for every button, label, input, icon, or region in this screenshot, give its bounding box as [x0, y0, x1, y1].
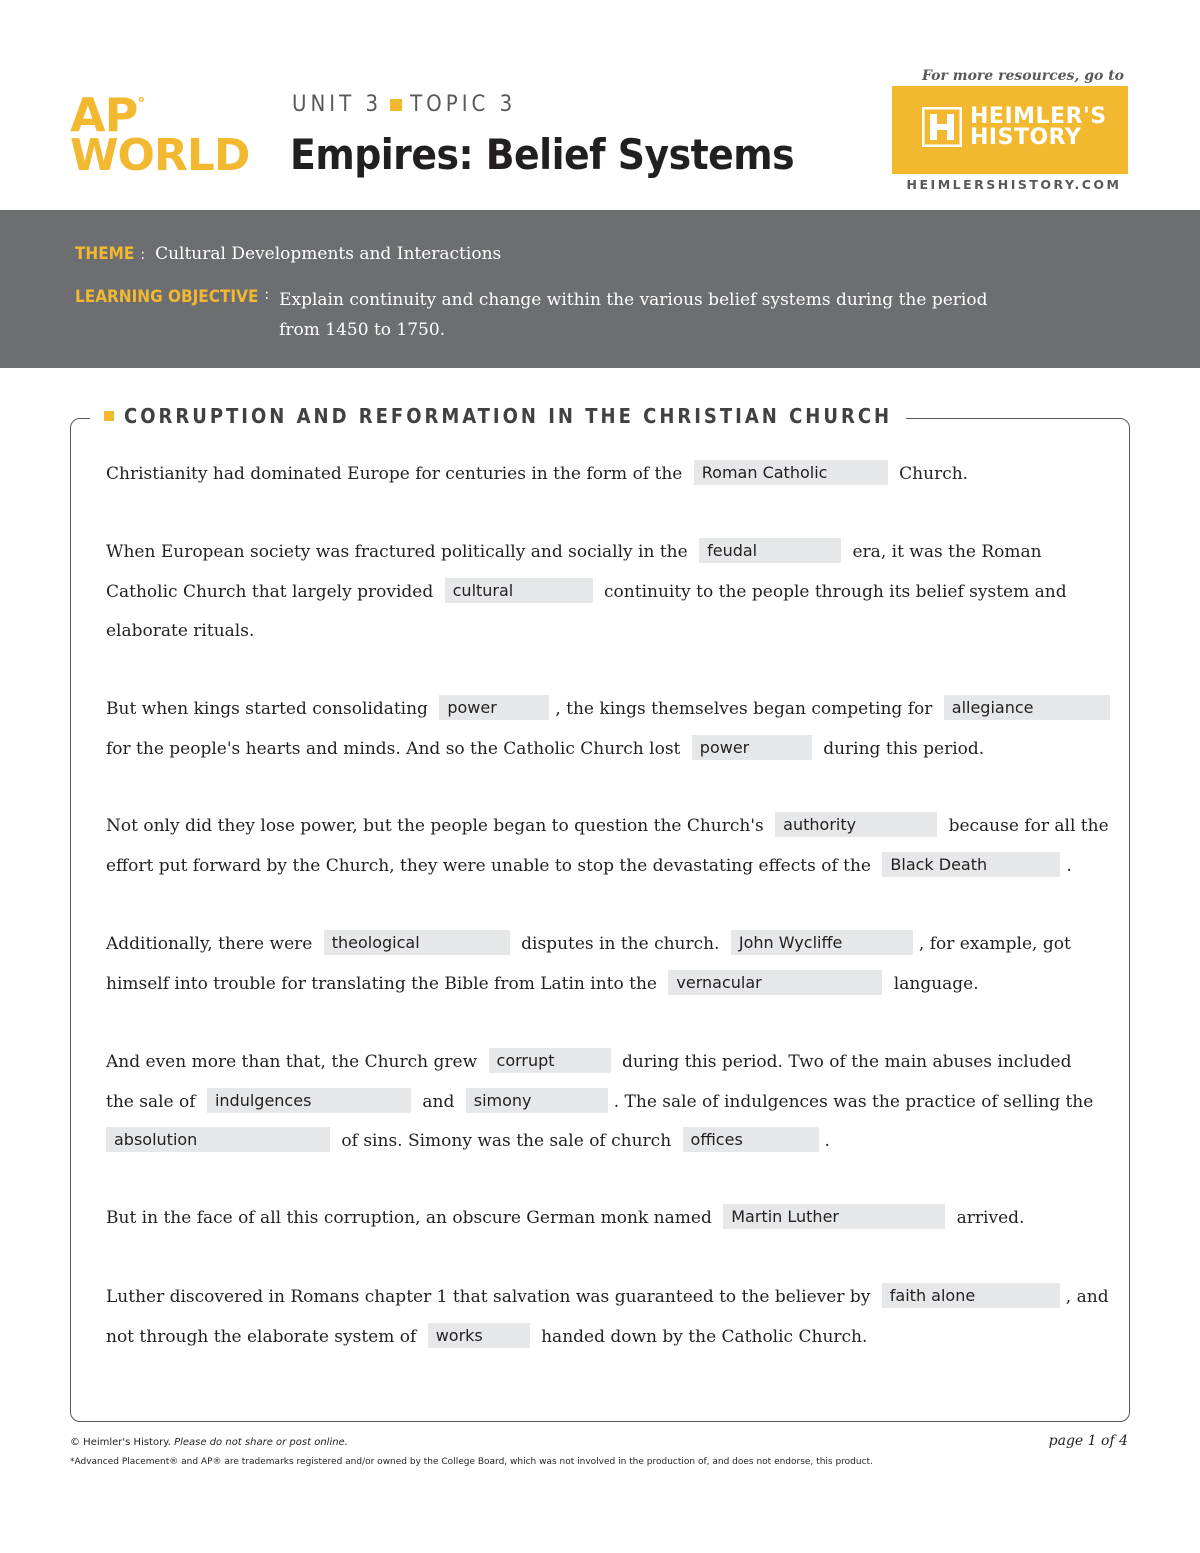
blank-field[interactable]: allegiance — [944, 695, 1110, 720]
blank-field[interactable]: power — [692, 735, 812, 760]
text: . — [1066, 855, 1072, 876]
text: , the kings themselves began competing for — [555, 699, 933, 719]
topic-label: TOPIC 3 — [410, 92, 517, 117]
paragraph-1 — [106, 455, 1106, 495]
heading-square-icon — [104, 411, 114, 421]
text: Not only did they lose power, but the people began to question the Church's — [106, 816, 764, 836]
text: during this period. — [823, 738, 985, 759]
copyright-text: © Heimler's History. — [70, 1437, 171, 1448]
text: continuity to the people through its belief system and — [604, 581, 1067, 602]
ap-world-logo: AP° WORLD — [70, 88, 250, 181]
text: . — [824, 1131, 830, 1151]
text: during this period. Two of the main abuses included — [621, 1052, 1072, 1072]
text: Church. — [899, 464, 969, 484]
blank-field[interactable]: Black Death — [882, 852, 1060, 877]
paragraph-3 — [106, 690, 1106, 769]
text: handed down by the Catholic Church. — [541, 1326, 868, 1347]
text: But in the face of all this corruption, an obscure German monk named — [106, 1208, 712, 1228]
brand-name-line1: HEIMLER'S — [970, 104, 1107, 129]
text: And even more than that, the Church grew — [106, 1052, 478, 1072]
blank-field[interactable]: works — [428, 1323, 530, 1348]
text: Catholic Church that largely provided — [106, 581, 434, 602]
text: the sale of — [106, 1091, 196, 1112]
text: , and — [1065, 1287, 1109, 1307]
paragraph-4 — [106, 807, 1109, 886]
text: elaborate rituals. — [106, 621, 255, 641]
theme-text: Cultural Developments and Interactions — [155, 244, 502, 264]
blank-field[interactable]: Martin Luther — [723, 1204, 945, 1229]
text: because for all the — [948, 816, 1109, 836]
paragraph-5 — [106, 925, 1106, 1004]
text: arrived. — [956, 1208, 1025, 1228]
text: for the people's hearts and minds. And so the Catholic Church lost — [106, 738, 681, 759]
blank-field[interactable]: indulgences — [207, 1088, 411, 1113]
blank-field[interactable]: vernacular — [668, 970, 882, 995]
text: not through the elaborate system of — [106, 1326, 417, 1347]
paragraph-8 — [106, 1278, 1109, 1357]
separator-square-icon — [390, 99, 402, 111]
text: era, it was the Roman — [852, 542, 1042, 562]
page-number: page 1 of 4 — [1048, 1433, 1128, 1449]
blank-field[interactable]: offices — [683, 1127, 819, 1152]
footer-copyright — [70, 1437, 348, 1448]
text: . The sale of indulgences was the practice of selling the — [613, 1091, 1094, 1112]
blank-field[interactable]: corrupt — [489, 1048, 611, 1073]
paragraph-2 — [106, 533, 1106, 652]
blank-field[interactable]: faith alone — [882, 1283, 1060, 1308]
learning-objective-text: Explain continuity and change within the various belief systems during the period from 1450 to 1750. — [279, 290, 988, 340]
blank-field[interactable]: theological — [324, 930, 510, 955]
text: himself into trouble for translating the Bible from Latin into the — [106, 973, 657, 994]
unit-topic-line — [292, 92, 516, 117]
text: But when kings started consolidating — [106, 699, 428, 719]
blank-field[interactable]: feudal — [699, 538, 841, 563]
footer-trademark: *Advanced Placement® and AP® are trademarks registered and/or owned by the College Board, which was not involved in the production of, and does not endorse, this product. — [70, 1457, 873, 1467]
blank-field[interactable]: simony — [466, 1088, 608, 1113]
blank-field[interactable]: John Wycliffe — [731, 930, 913, 955]
text: When European society was fractured politically and socially in the — [106, 542, 688, 562]
blank-field[interactable]: cultural — [445, 578, 593, 603]
heimlers-history-logo-box[interactable] — [892, 86, 1128, 174]
text: , for example, got — [918, 934, 1071, 954]
more-resources-text: For more resources, go to — [922, 68, 1124, 84]
learning-objective-label: LEARNING OBJECTIVE — [75, 287, 259, 307]
brand-url-link[interactable]: HEIMLERSHISTORY.COM — [906, 177, 1122, 192]
logo-world-text: WORLD — [70, 130, 250, 181]
text: Luther discovered in Romans chapter 1 that salvation was guaranteed to the believer by — [106, 1287, 871, 1307]
blank-field[interactable]: authority — [775, 812, 937, 837]
text: effort put forward by the Church, they were unable to stop the devastating effects of the — [106, 855, 871, 876]
paragraph-6 — [106, 1043, 1106, 1162]
theme-row: THEME : Cultural Developments and Interactions — [75, 244, 502, 264]
text: disputes in the church. — [521, 934, 720, 954]
section-heading — [90, 404, 906, 428]
text: language. — [893, 973, 979, 994]
blank-field[interactable]: absolution — [106, 1127, 330, 1152]
text: and — [422, 1091, 455, 1112]
page-title: Empires: Belief Systems — [290, 130, 795, 179]
text: Christianity had dominated Europe for centuries in the form of the — [106, 464, 683, 484]
blank-field[interactable]: power — [439, 695, 549, 720]
learning-objective-row: LEARNING OBJECTIVE : Explain continuity and change within the various belief systems during the period from 1450 to 1750. — [75, 287, 1019, 345]
text: of sins. Simony was the sale of church — [341, 1131, 672, 1151]
section-heading-text: CORRUPTION AND REFORMATION IN THE CHRISTIAN CHURCH — [124, 404, 893, 428]
unit-label: UNIT 3 — [292, 92, 383, 117]
paragraph-7 — [106, 1199, 1106, 1239]
blank-field[interactable]: Roman Catholic — [694, 460, 888, 485]
brand-name-line2: HISTORY — [970, 125, 1082, 150]
text: Additionally, there were — [106, 934, 313, 954]
heimlers-history-h-icon — [922, 107, 962, 147]
share-notice: Please do not share or post online. — [174, 1437, 348, 1448]
theme-label: THEME — [75, 244, 135, 264]
logo-ap-text: AP — [70, 88, 138, 142]
